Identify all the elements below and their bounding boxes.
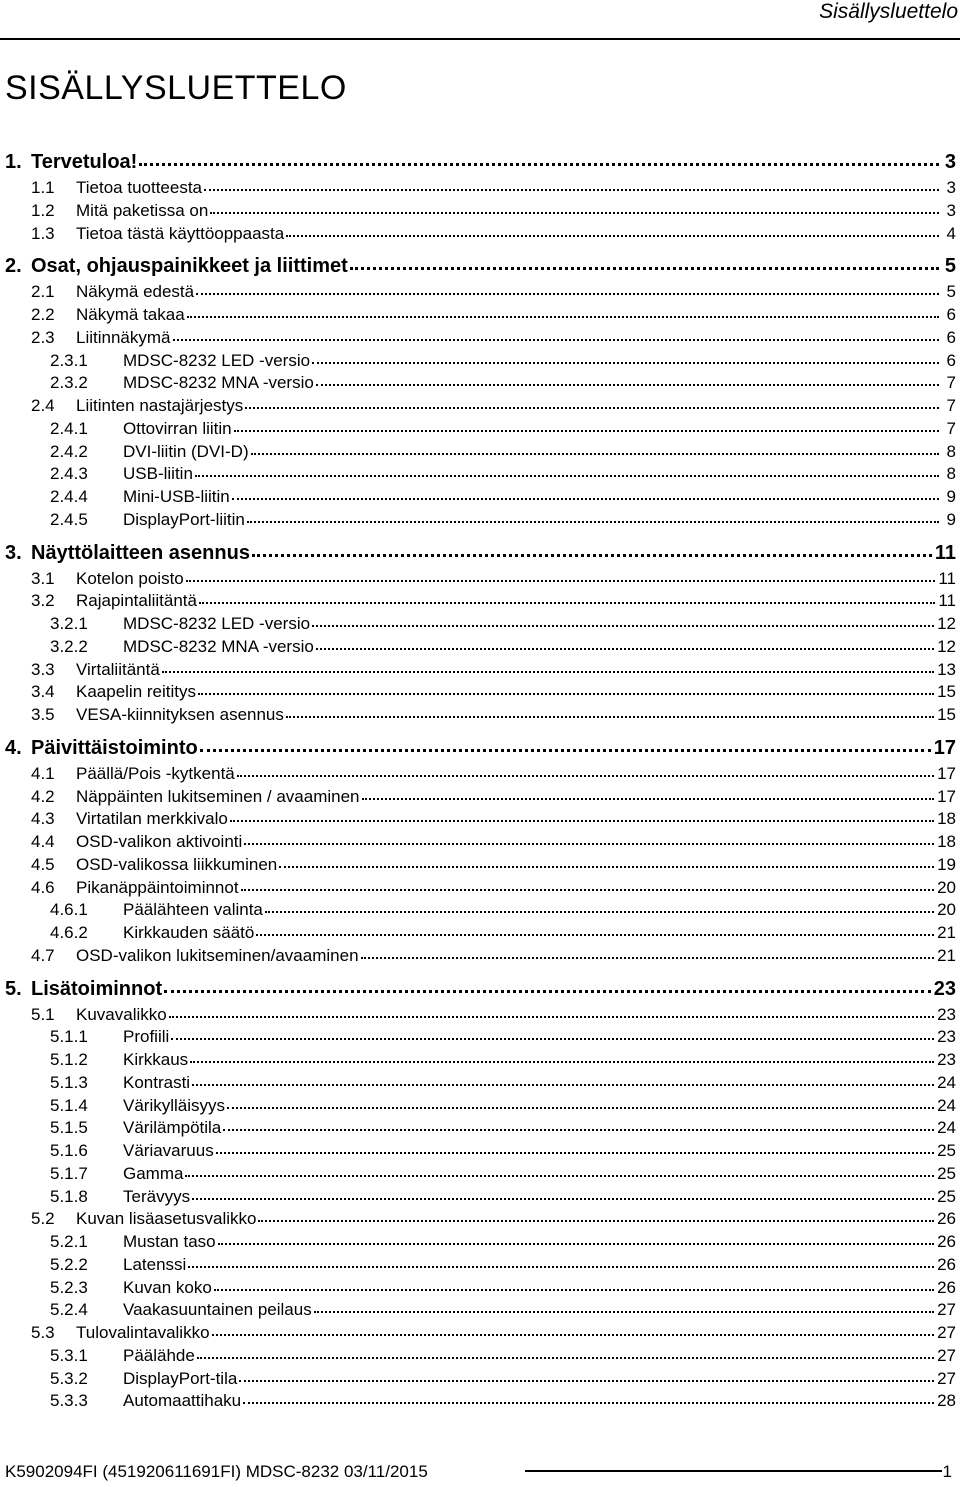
toc-entry-label: Tervetuloa!	[31, 151, 138, 173]
dot-leader	[195, 475, 939, 477]
dot-leader	[265, 911, 934, 913]
toc-entry-number: 2.4	[31, 396, 55, 415]
toc-entry-page: 23	[937, 1004, 956, 1024]
toc-entry-label: DVI-liitin (DVI-D)	[123, 441, 249, 461]
toc-entry-number: 2.3.1	[50, 350, 88, 370]
toc-entry-page: 3	[946, 200, 956, 220]
toc-entry[interactable]	[5, 1368, 956, 1391]
toc-entry-page: 6	[946, 350, 956, 370]
toc-entry-label: Tietoa tästä käyttöoppaasta	[76, 223, 285, 243]
toc-entry[interactable]	[5, 1163, 956, 1186]
toc-entry-number: 4.6.2	[50, 923, 88, 942]
toc-entry-label: VESA-kiinnityksen asennus	[76, 705, 284, 724]
dot-leader	[169, 1016, 934, 1018]
toc-entry-number: 5.3	[31, 1323, 55, 1342]
toc-entry-label: Latenssi	[123, 1254, 187, 1274]
toc-entry-number: 5.3.2	[50, 1368, 88, 1388]
toc-entry-number: 4.	[5, 736, 22, 759]
toc-entry-page: 11	[938, 591, 956, 611]
toc-entry-label: MDSC-8232 LED -versio	[123, 614, 311, 633]
toc-entry-label: Näkymä takaa	[76, 305, 185, 324]
toc-entry[interactable]	[5, 922, 956, 945]
toc-entry-page: 4	[946, 223, 956, 243]
toc-entry[interactable]	[5, 1117, 956, 1140]
toc-entry-number: 2.4.5	[50, 509, 88, 529]
running-header: Sisällysluettelo	[819, 0, 958, 23]
toc-entry-label: OSD-valikon lukitseminen/avaaminen	[76, 945, 359, 965]
toc-entry[interactable]	[5, 372, 956, 395]
table-of-contents	[5, 147, 956, 1413]
toc-entry-number: 2.3.2	[50, 373, 88, 393]
toc-entry[interactable]	[5, 1049, 956, 1072]
toc-entry-number: 5.2.3	[50, 1277, 88, 1297]
footer-document-id: K5902094FI (451920611691FI) MDSC-8232 03/11/2015	[5, 1462, 428, 1481]
toc-entry-number: 5.2.1	[50, 1232, 88, 1251]
toc-entry[interactable]	[5, 613, 956, 636]
toc-entry-number: 5.1.2	[50, 1050, 88, 1069]
toc-entry-page: 3	[946, 178, 956, 197]
toc-chapter-entry[interactable]	[5, 974, 956, 1004]
toc-entry-page: 21	[937, 945, 956, 965]
toc-entry[interactable]	[5, 1095, 956, 1118]
toc-entry-label: Pikanäppäintoiminnot	[76, 877, 239, 897]
toc-entry-page: 25	[937, 1163, 956, 1183]
toc-entry-number: 4.3	[31, 809, 55, 829]
dot-leader	[192, 1084, 934, 1086]
toc-entry-page: 15	[937, 705, 956, 724]
dot-leader	[186, 580, 936, 582]
toc-entry[interactable]	[5, 463, 956, 486]
toc-entry-label: Väriavaruus	[123, 1141, 214, 1160]
dot-leader	[164, 990, 931, 993]
toc-entry-page: 23	[933, 977, 956, 1000]
toc-entry[interactable]	[5, 304, 956, 327]
toc-entry-number: 3.2.2	[50, 636, 88, 656]
toc-entry[interactable]	[5, 899, 956, 922]
toc-entry-label: USB-liitin	[123, 464, 193, 484]
toc-entry-page: 27	[937, 1300, 956, 1320]
dot-leader	[214, 1289, 934, 1291]
toc-entry[interactable]	[5, 1072, 956, 1095]
toc-entry-number: 2.4.4	[50, 487, 88, 506]
toc-entry[interactable]	[5, 945, 956, 968]
dot-leader	[314, 1311, 934, 1313]
toc-entry-number: 5.1.4	[50, 1095, 88, 1115]
toc-entry-label: Kuvavalikko	[76, 1004, 167, 1024]
toc-entry[interactable]	[5, 854, 956, 877]
toc-entry-number: 2.3	[31, 327, 55, 347]
toc-entry[interactable]	[5, 590, 956, 613]
toc-entry-page: 7	[946, 396, 956, 415]
toc-entry-number: 5.2	[31, 1209, 55, 1229]
toc-entry[interactable]	[5, 1277, 956, 1300]
dot-leader	[139, 163, 939, 166]
page-title: SISÄLLYSLUETTELO	[5, 69, 347, 107]
toc-entry-number: 5.1.7	[50, 1163, 88, 1183]
dot-leader	[199, 602, 935, 604]
toc-entry-label: Tulovalintavalikko	[76, 1323, 210, 1342]
dot-leader	[216, 1152, 934, 1154]
toc-entry-label: Profiili	[123, 1027, 170, 1047]
dot-leader	[196, 293, 939, 295]
toc-entry-label: Mustan taso	[123, 1232, 216, 1251]
dot-leader	[190, 1061, 934, 1063]
toc-entry-number: 3.5	[31, 705, 55, 724]
dot-leader	[218, 1243, 934, 1245]
toc-entry-number: 4.1	[31, 763, 55, 783]
dot-leader	[316, 384, 939, 386]
toc-entry-label: Mitä paketissa on	[76, 200, 209, 220]
toc-entry-number: 4.5	[31, 854, 55, 874]
toc-entry-number: 4.6	[31, 877, 55, 897]
toc-entry-label: Päällä/Pois -kytkentä	[76, 763, 235, 783]
toc-entry[interactable]	[5, 441, 956, 464]
toc-entry-label: Päälähde	[123, 1345, 195, 1365]
dot-leader	[251, 453, 939, 455]
toc-entry-number: 3.1	[31, 568, 55, 588]
toc-entry-number: 3.4	[31, 682, 55, 702]
toc-entry[interactable]	[5, 1208, 956, 1231]
toc-entry-number: 2.4.2	[50, 441, 88, 461]
toc-entry-page: 28	[937, 1391, 956, 1411]
toc-entry-label: OSD-valikon aktivointi	[76, 832, 243, 851]
toc-entry-page: 24	[937, 1095, 956, 1115]
toc-entry-page: 19	[937, 854, 956, 874]
toc-entry-label: Automaattihaku	[123, 1391, 242, 1411]
toc-entry-number: 5.1.5	[50, 1118, 88, 1138]
toc-entry[interactable]	[5, 177, 956, 200]
dot-leader	[361, 957, 935, 959]
toc-entry-page: 5	[944, 255, 956, 278]
dot-leader	[230, 820, 934, 822]
dot-leader	[252, 554, 932, 557]
toc-entry-label: DisplayPort-tila	[123, 1368, 238, 1388]
toc-entry[interactable]	[5, 1322, 956, 1345]
toc-entry[interactable]	[5, 395, 956, 418]
toc-entry-page: 17	[937, 786, 956, 806]
toc-entry-page: 8	[946, 441, 956, 461]
toc-chapter-entry[interactable]	[5, 538, 956, 568]
toc-entry-page: 9	[946, 509, 956, 529]
toc-entry-number: 5.1.1	[50, 1027, 88, 1047]
toc-entry-page: 26	[937, 1254, 956, 1274]
toc-entry-label: Kontrasti	[123, 1072, 191, 1092]
toc-entry-number: 3.3	[31, 659, 55, 679]
toc-entry-label: Kirkkauden säätö	[123, 923, 255, 942]
toc-entry[interactable]	[5, 568, 956, 591]
dot-leader	[237, 775, 934, 777]
toc-entry[interactable]	[5, 1026, 956, 1049]
toc-entry-page: 13	[937, 659, 956, 679]
toc-entry-page: 20	[937, 900, 956, 920]
toc-entry[interactable]	[5, 1299, 956, 1322]
toc-entry-page: 24	[937, 1072, 956, 1092]
toc-entry[interactable]	[5, 350, 956, 373]
dot-leader	[244, 843, 934, 845]
toc-entry-label: Terävyys	[123, 1186, 191, 1206]
dot-leader	[227, 1107, 934, 1109]
toc-entry-page: 9	[946, 487, 956, 506]
toc-entry-label: Kuvan koko	[123, 1277, 212, 1297]
toc-entry-number: 2.1	[31, 282, 55, 302]
toc-entry[interactable]	[5, 1186, 956, 1209]
toc-entry-page: 11	[934, 541, 956, 564]
toc-entry-label: Päälähteen valinta	[123, 900, 263, 920]
toc-chapter-entry[interactable]	[5, 251, 956, 281]
toc-entry-page: 25	[937, 1186, 956, 1206]
toc-entry-page: 17	[937, 763, 956, 783]
dot-leader	[204, 189, 939, 191]
toc-entry-label: Osat, ohjauspainikkeet ja liittimet	[31, 255, 348, 278]
toc-entry-label: Virtatilan merkkivalo	[76, 809, 228, 829]
toc-chapter-entry[interactable]	[5, 147, 956, 177]
dot-leader	[210, 212, 939, 214]
toc-entry-number: 2.4.1	[50, 418, 88, 438]
dot-leader	[362, 798, 935, 800]
toc-entry-page: 23	[937, 1027, 956, 1047]
toc-entry[interactable]	[5, 200, 956, 223]
toc-entry[interactable]	[5, 1004, 956, 1027]
dot-leader	[256, 934, 934, 936]
toc-entry[interactable]	[5, 808, 956, 831]
dot-leader	[241, 889, 935, 891]
toc-entry-page: 5	[946, 282, 956, 302]
toc-entry-number: 2.	[5, 255, 22, 278]
dot-leader	[312, 362, 939, 364]
toc-entry-page: 11	[938, 568, 956, 588]
footer-page-number: 1	[942, 1462, 952, 1481]
toc-entry-label: Päivittäistoiminto	[31, 736, 198, 759]
toc-entry-page: 18	[937, 809, 956, 829]
dot-leader	[243, 1402, 934, 1404]
toc-entry-label: Mini-USB-liitin	[123, 487, 230, 506]
dot-leader	[171, 1038, 934, 1040]
toc-entry-number: 4.7	[31, 945, 55, 965]
toc-entry-number: 4.6.1	[50, 900, 88, 920]
toc-entry[interactable]	[5, 327, 956, 350]
toc-entry-page: 6	[946, 327, 956, 347]
dot-leader	[234, 430, 939, 432]
toc-entry-page: 12	[937, 614, 956, 633]
dot-leader	[187, 316, 939, 318]
toc-entry[interactable]	[5, 1231, 956, 1254]
dot-leader	[232, 498, 939, 500]
dot-leader	[286, 716, 934, 718]
toc-entry-number: 3.2.1	[50, 614, 88, 633]
toc-entry-number: 3.	[5, 541, 22, 564]
toc-entry-number: 5.1.3	[50, 1072, 88, 1092]
toc-entry-label: Rajapintaliitäntä	[76, 591, 197, 611]
toc-entry-page: 27	[937, 1323, 956, 1342]
dot-leader	[212, 1334, 935, 1336]
toc-entry-page: 26	[937, 1232, 956, 1251]
toc-entry-label: Virtaliitäntä	[76, 659, 160, 679]
toc-entry-label: Värilämpötila	[123, 1118, 222, 1138]
dot-leader	[223, 1129, 934, 1131]
toc-entry-label: Näppäinten lukitseminen / avaaminen	[76, 786, 360, 806]
toc-entry-label: OSD-valikossa liikkuminen	[76, 854, 278, 874]
toc-entry-number: 5.3.3	[50, 1391, 88, 1411]
toc-entry-label: Lisätoiminnot	[31, 977, 163, 1000]
toc-entry[interactable]	[5, 786, 956, 809]
toc-entry-number: 4.2	[31, 786, 55, 806]
toc-entry-label: MDSC-8232 MNA -versio	[123, 636, 314, 656]
toc-entry-page: 24	[937, 1118, 956, 1138]
toc-entry-number: 5.1	[31, 1004, 55, 1024]
toc-entry-page: 7	[946, 418, 956, 438]
toc-entry-label: Näkymä edestä	[76, 282, 195, 302]
toc-entry[interactable]	[5, 704, 956, 727]
toc-entry-page: 26	[937, 1277, 956, 1297]
toc-entry-page: 18	[937, 832, 956, 851]
toc-entry-page: 17	[933, 736, 956, 759]
toc-entry-label: Ottovirran liitin	[123, 418, 232, 438]
toc-entry[interactable]	[5, 1140, 956, 1163]
toc-entry-label: Värikylläisyys	[123, 1095, 226, 1115]
toc-entry-label: Gamma	[123, 1163, 184, 1183]
dot-leader	[245, 407, 939, 409]
toc-entry-label: MDSC-8232 MNA -versio	[123, 373, 314, 393]
dot-leader	[188, 1266, 934, 1268]
toc-entry-page: 3	[944, 151, 956, 173]
toc-entry-number: 5.3.1	[50, 1345, 88, 1365]
footer-rule	[525, 1470, 942, 1472]
toc-entry[interactable]	[5, 1254, 956, 1277]
dot-leader	[173, 339, 940, 341]
toc-entry-page: 23	[937, 1050, 956, 1069]
toc-entry-page: 26	[937, 1209, 956, 1229]
toc-entry-label: Vaakasuuntainen peilaus	[123, 1300, 312, 1320]
dot-leader	[185, 1175, 934, 1177]
toc-entry[interactable]	[5, 831, 956, 854]
toc-entry-page: 27	[937, 1368, 956, 1388]
toc-entry[interactable]	[5, 877, 956, 900]
toc-entry-number: 5.2.4	[50, 1300, 88, 1320]
toc-entry-page: 25	[937, 1141, 956, 1160]
dot-leader	[197, 1357, 934, 1359]
toc-entry[interactable]	[5, 486, 956, 509]
toc-chapter-entry[interactable]	[5, 733, 956, 763]
dot-leader	[350, 267, 939, 270]
dot-leader	[162, 671, 934, 673]
toc-entry-number: 4.4	[31, 832, 55, 851]
toc-entry-label: Tietoa tuotteesta	[76, 178, 203, 197]
toc-entry-label: Näyttölaitteen asennus	[31, 541, 250, 564]
dot-leader	[192, 1198, 934, 1200]
toc-entry-number: 1.1	[31, 178, 55, 197]
toc-entry-page: 8	[946, 464, 956, 484]
toc-entry[interactable]	[5, 1345, 956, 1368]
toc-entry-label: Kuvan lisäasetusvalikko	[76, 1209, 257, 1229]
toc-entry-number: 5.1.6	[50, 1141, 88, 1160]
toc-entry-number: 1.	[5, 151, 22, 173]
toc-entry-number: 5.2.2	[50, 1254, 88, 1274]
dot-leader	[247, 521, 939, 523]
toc-entry[interactable]	[5, 681, 956, 704]
toc-entry[interactable]	[5, 509, 956, 532]
toc-entry-page: 15	[937, 682, 956, 702]
toc-entry[interactable]	[5, 223, 956, 246]
toc-entry-label: Liitinnäkymä	[76, 327, 171, 347]
dot-leader	[200, 749, 931, 752]
toc-entry-number: 5.	[5, 977, 22, 1000]
toc-entry-page: 27	[937, 1345, 956, 1365]
toc-entry-page: 7	[946, 373, 956, 393]
toc-entry[interactable]	[5, 418, 956, 441]
toc-entry-label: MDSC-8232 LED -versio	[123, 350, 311, 370]
toc-entry[interactable]	[5, 281, 956, 304]
toc-entry-page: 20	[937, 877, 956, 897]
toc-entry-number: 1.3	[31, 223, 55, 243]
toc-entry-number: 1.2	[31, 200, 55, 220]
toc-entry[interactable]	[5, 1390, 956, 1413]
toc-entry-number: 2.2	[31, 305, 55, 324]
toc-entry-number: 5.1.8	[50, 1186, 88, 1206]
toc-entry-number: 2.4.3	[50, 464, 88, 484]
toc-entry-label: Kotelon poisto	[76, 568, 184, 588]
toc-entry-page: 6	[946, 305, 956, 324]
toc-entry-label: Kirkkaus	[123, 1050, 189, 1069]
toc-entry[interactable]	[5, 763, 956, 786]
dot-leader	[279, 866, 934, 868]
dot-leader	[286, 235, 939, 237]
dot-leader	[312, 625, 934, 627]
toc-entry[interactable]	[5, 636, 956, 659]
header-rule	[0, 38, 960, 40]
dot-leader	[316, 648, 934, 650]
dot-leader	[258, 1220, 934, 1222]
toc-entry-label: DisplayPort-liitin	[123, 509, 245, 529]
toc-entry[interactable]	[5, 659, 956, 682]
toc-entry-page: 12	[937, 636, 956, 656]
toc-entry-label: Kaapelin reititys	[76, 682, 197, 702]
dot-leader	[239, 1380, 934, 1382]
toc-entry-number: 3.2	[31, 591, 55, 611]
toc-entry-page: 21	[937, 923, 956, 942]
dot-leader	[198, 693, 934, 695]
toc-entry-label: Liitinten nastajärjestys	[76, 396, 244, 415]
